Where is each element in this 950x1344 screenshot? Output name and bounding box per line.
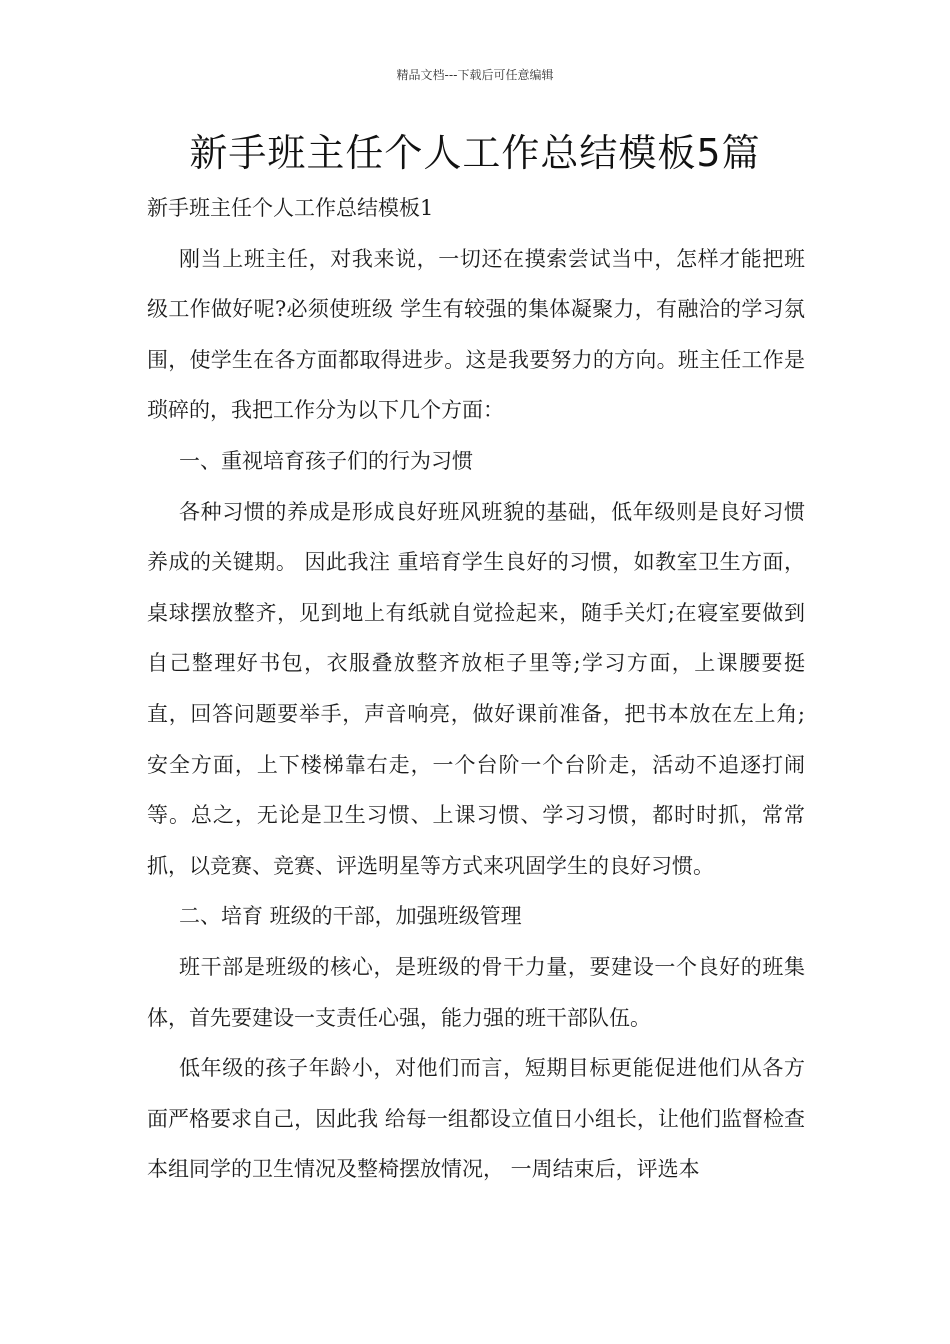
header-note: 精品文档---下载后可任意编辑: [396, 68, 554, 82]
subsection-heading: 一、重视培育孩子们的行为习惯: [179, 448, 473, 473]
paragraph: 低年级的孩子年龄小，对他们而言，短期目标更能促进他们从各方面严格要求自己，因此我 给每一组都设立值日小组长，让他们监督检查本组同学的卫生情况及整椅摆放情况， 一周结束后，评选本: [147, 1056, 805, 1182]
section-heading: 新手班主任个人工作总结模板1: [147, 196, 434, 220]
paragraph: 刚当上班主任，对我来说，一切还在摸索尝试当中，怎样才能把班级工作做好呢?必须使班级 学生有较强的集体凝聚力，有融洽的学习氛围，使学生在各方面都取得进步。这是我要努力的方向。班主任工作是琐碎的，我把工作分为以下几个方面：: [147, 246, 805, 423]
paragraph: 各种习惯的养成是形成良好班风班貌的基础，低年级则是良好习惯养成的关键期。 因此我注 重培育学生良好的习惯，如教室卫生方面，桌球摆放整齐，见到地上有纸就自觉捡起来，随手关灯;在寝室要做到自己整理好书包，衣服叠放整齐放柜子里等;学习方面，上课腰要挺直，回答问题要举手，声音响亮，做好课前准备，把书本放在左上角;安全方面，上下楼梯靠右走，一个台阶一个台阶走，活动不追逐打闹等。总之，无论是卫生习惯、上课习惯、学习习惯，都时时抓，常常抓，以竞赛、竞赛、评选明星等方式来巩固学生的良好习惯。: [147, 499, 805, 878]
document-title: 新手班主任个人工作总结模板5篇: [189, 131, 761, 175]
subsection-heading: 二、培育 班级的干部，加强班级管理: [179, 904, 522, 929]
paragraph: 班干部是班级的核心，是班级的骨干力量，要建设一个良好的班集体，首先要建设一支责任心强，能力强的班干部队伍。: [147, 954, 805, 1030]
document-body: [147, 183, 805, 1195]
